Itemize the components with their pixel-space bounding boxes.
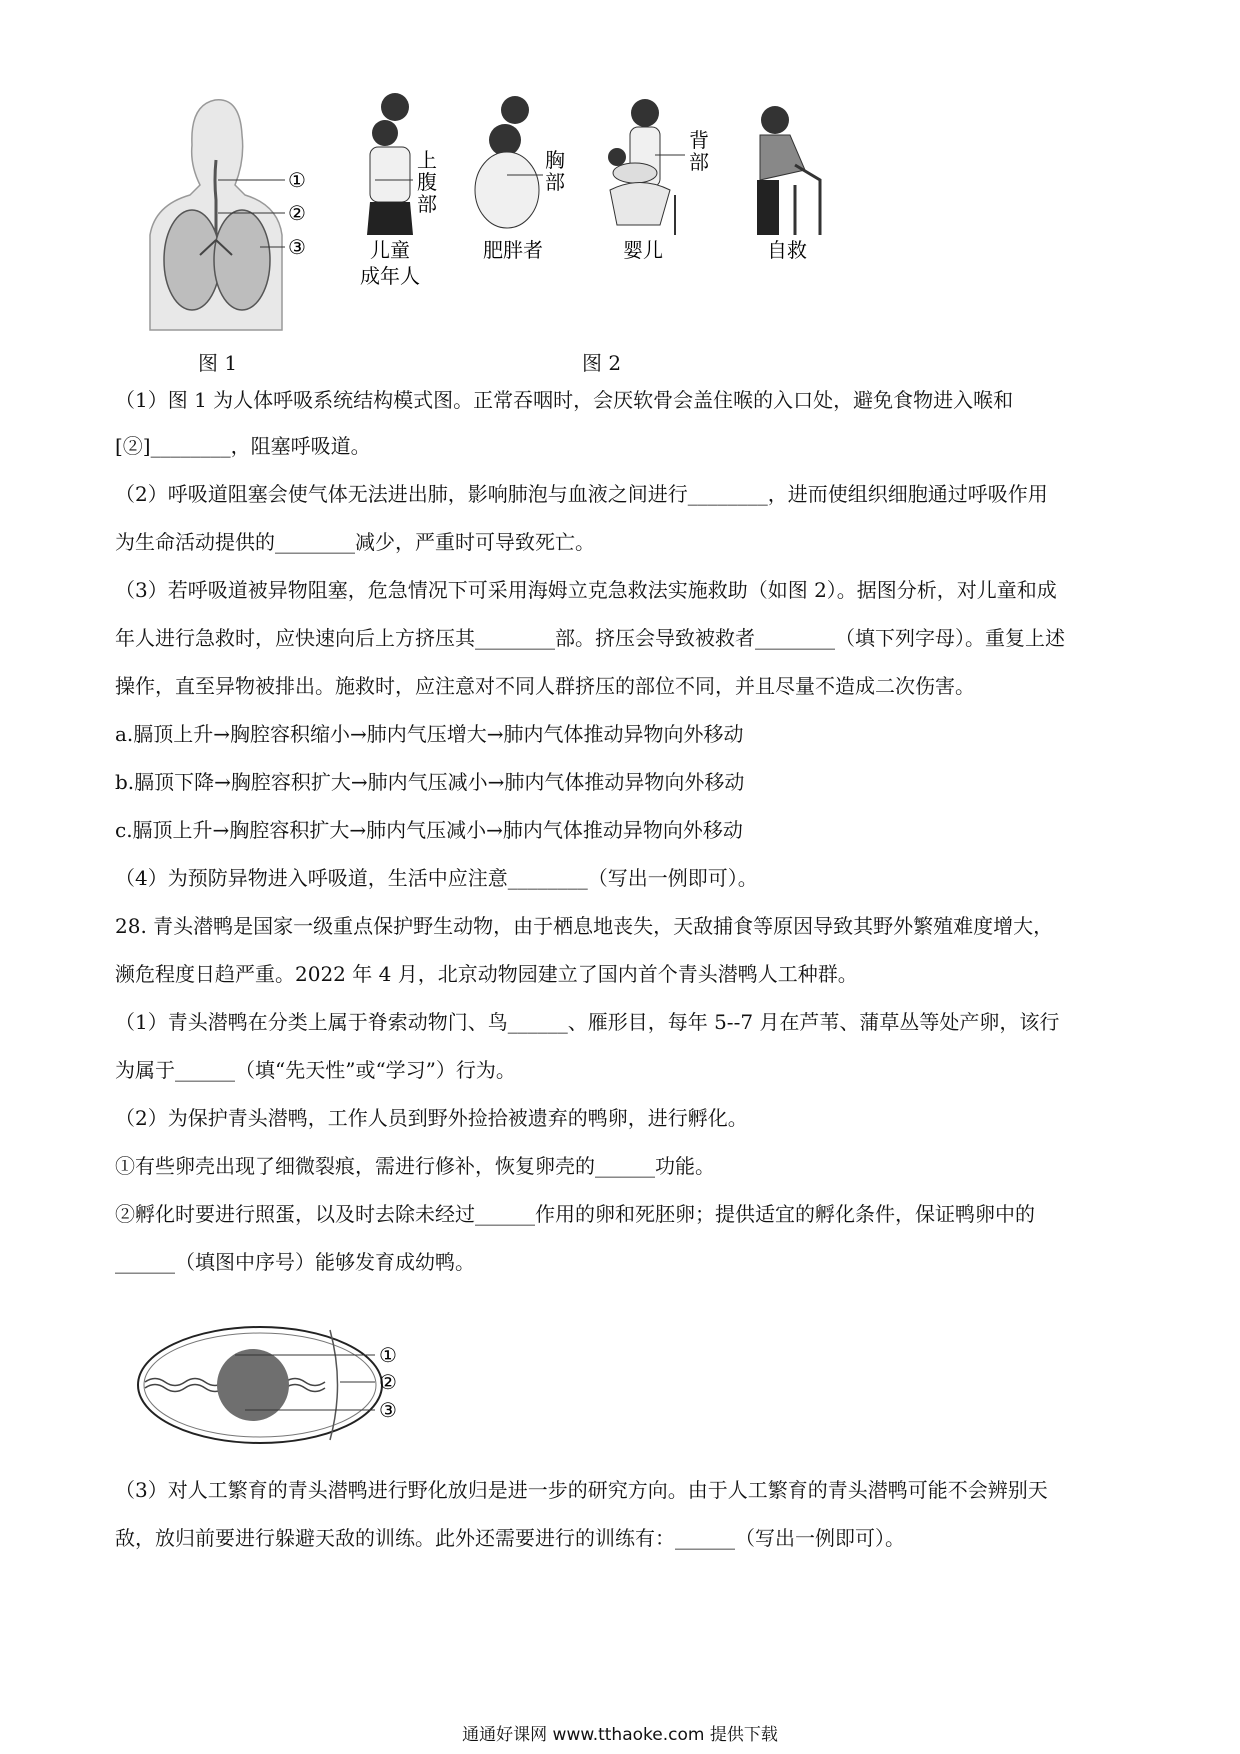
option-c: c.膈顶上升→胸腔容积扩大→肺内气压减小→肺内气体推动异物向外移动	[115, 818, 743, 842]
egg-structure-figure	[135, 1320, 425, 1450]
text-line: （3）若呼吸道被异物阻塞，危急情况下可采用海姆立克急救法实施救助（如图 2）。据图分析，对儿童和成	[115, 578, 1057, 602]
respiratory-system-figure	[130, 85, 340, 335]
heimlich-maneuver-figure	[355, 85, 910, 335]
text-line: （2）为保护青头潜鸭，工作人员到野外捡拾被遗弃的鸭卵，进行孵化。	[115, 1106, 748, 1130]
text-line: 为属于______（填“先天性”或“学习”）行为。	[115, 1058, 516, 1082]
text-line: 操作，直至异物被排出。施救时，应注意对不同人群挤压的部位不同，并且尽量不造成二次伤害。	[115, 674, 975, 698]
option-b: b.膈顶下降→胸腔容积扩大→肺内气压减小→肺内气体推动异物向外移动	[115, 770, 745, 794]
fig1-label-3: ③	[288, 235, 306, 259]
panel3-label-char2: 部	[689, 150, 709, 174]
question-28-line: 28. 青头潜鸭是国家一级重点保护野生动物，由于栖息地丧失，天敌捕食等原因导致其野外繁殖难度增大，	[115, 914, 1054, 938]
panel1-caption-2: 成年人	[360, 264, 420, 288]
text-line: （3）对人工繁育的青头潜鸭进行野化放归是进一步的研究方向。由于人工繁育的青头潜鸭可能不会辨别天	[115, 1478, 1048, 1502]
text-line: 敌，放归前要进行躲避天敌的训练。此外还需要进行的训练有：______（写出一例即可）。	[115, 1526, 905, 1550]
panel-infant	[608, 99, 709, 262]
figure-1-caption: 图 1	[198, 351, 238, 375]
text-line: 濒危程度日趋严重。2022 年 4 月，北京动物园建立了国内首个青头潜鸭人工种群。	[115, 962, 858, 986]
panel-self-rescue	[757, 106, 820, 262]
fig1-label-1: ①	[288, 168, 306, 192]
page-footer: 通通好课网 www.tthaoke.com 提供下载	[462, 1725, 778, 1745]
figure-area	[130, 85, 910, 385]
text-line: 为生命活动提供的________减少，严重时可导致死亡。	[115, 530, 595, 554]
text-line: （1）图 1 为人体呼吸系统结构模式图。正常吞咽时，会厌软骨会盖住喉的入口处，避免食物进入喉和	[115, 388, 1014, 412]
egg-label-1: ①	[379, 1343, 397, 1367]
text-line: 年人进行急救时，应快速向后上方挤压其________部。挤压会导致被救者________（填下列字母）。重复上述	[115, 626, 1065, 650]
text-line: [②]________，阻塞呼吸道。	[115, 434, 371, 458]
text-line: （2）呼吸道阻塞会使气体无法进出肺，影响肺泡与血液之间进行________，进而使组织细胞通过呼吸作用	[115, 482, 1048, 506]
panel-child-adult	[360, 93, 437, 288]
panel1-caption-1: 儿童	[370, 238, 410, 262]
panel3-label-char1: 背	[689, 128, 709, 152]
fig1-label-2: ②	[288, 201, 306, 225]
panel1-label-char1: 上	[417, 148, 437, 172]
panel4-caption: 自救	[767, 238, 807, 262]
text-line: ②孵化时要进行照蛋，以及时去除未经过______作用的卵和死胚卵；提供适宜的孵化条件，保证鸭卵中的	[115, 1202, 1035, 1226]
panel3-caption: 婴儿	[623, 238, 663, 262]
panel1-label-char2: 腹	[417, 170, 437, 194]
text-line: （1）青头潜鸭在分类上属于脊索动物门、鸟______、雁形目，每年 5--7 月在芦苇、蒲草丛等处产卵，该行	[115, 1010, 1060, 1034]
panel2-label-char1: 胸	[545, 148, 565, 172]
panel1-label-char3: 部	[417, 192, 437, 216]
egg-label-2: ②	[379, 1370, 397, 1394]
text-line: （4）为预防异物进入呼吸道，生活中应注意________（写出一例即可）。	[115, 866, 758, 890]
text-line: ①有些卵壳出现了细微裂痕，需进行修补，恢复卵壳的______功能。	[115, 1154, 715, 1178]
text-line: ______（填图中序号）能够发育成幼鸭。	[115, 1250, 475, 1274]
panel2-caption: 肥胖者	[483, 238, 543, 262]
panel-obese	[475, 96, 565, 262]
panel2-label-char2: 部	[545, 170, 565, 194]
egg-label-3: ③	[379, 1398, 397, 1422]
figure-2-caption: 图 2	[582, 351, 622, 375]
option-a: a.膈顶上升→胸腔容积缩小→肺内气压增大→肺内气体推动异物向外移动	[115, 722, 744, 746]
